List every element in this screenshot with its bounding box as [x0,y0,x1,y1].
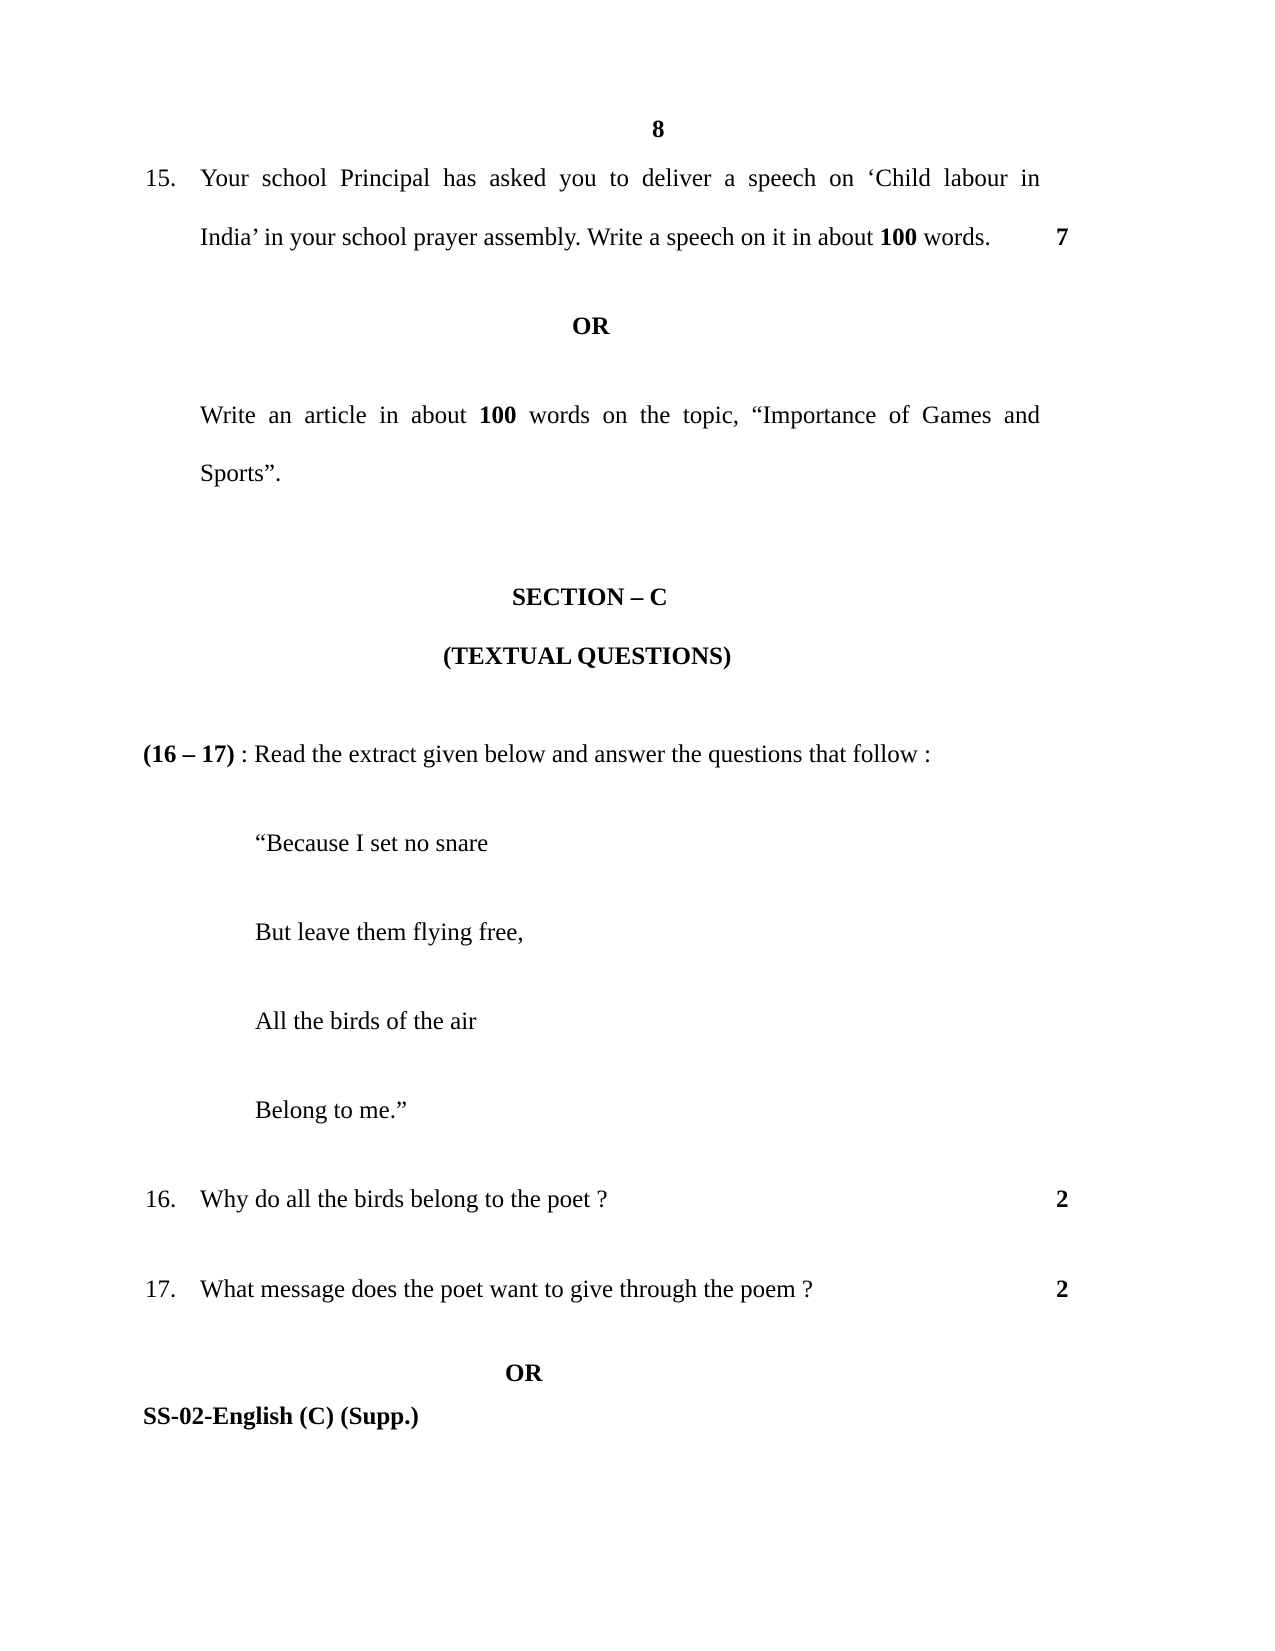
alt-question-15-line-2: Sports”. [200,460,282,487]
question-15-word-count: 100 [879,224,918,251]
question-15-line-2 [200,225,991,250]
extract-instruction [143,742,931,767]
question-16-marks: 2 [1056,1186,1069,1213]
question-15-line-1: Your school Principal has asked you to deliver a speech on ‘Child labour in [200,165,1040,192]
question-16-number: 16. [145,1186,177,1213]
footer-paper-code: SS-02-English (C) (Supp.) [143,1403,419,1430]
alt-15-text-a: Write an article in about [200,402,480,429]
question-17-marks: 2 [1056,1276,1069,1303]
section-subtitle: (TEXTUAL QUESTIONS) [443,643,732,670]
poem-line-2: But leave them flying free, [255,919,524,946]
question-15-number: 15. [145,165,177,192]
question-16-text: Why do all the birds belong to the poet ? [200,1186,608,1213]
or-divider-1: OR [572,313,610,340]
question-17-number: 17. [145,1276,177,1303]
question-15-text-a: India’ in your school prayer assembly. Write a speech on it in about [200,224,880,251]
poem-line-3: All the birds of the air [255,1008,477,1035]
question-17-text: What message does the poet want to give through the poem ? [200,1276,814,1303]
question-15-marks: 7 [1056,224,1069,251]
or-divider-2: OR [505,1360,543,1387]
poem-line-1: “Because I set no snare [255,830,489,857]
section-title: SECTION – C [512,584,668,611]
alt-15-text-b: words on the topic, “Importance of Games and [516,402,1040,429]
alt-15-word-count: 100 [479,402,517,429]
instruction-text: : Read the extract given below and answer the questions that follow : [234,741,931,768]
alt-question-15-line-1 [200,403,1040,428]
question-range: (16 – 17) [143,741,235,768]
page-number: 8 [652,116,665,143]
question-15-text-b: words. [917,224,991,251]
poem-line-4: Belong to me.” [255,1097,408,1124]
